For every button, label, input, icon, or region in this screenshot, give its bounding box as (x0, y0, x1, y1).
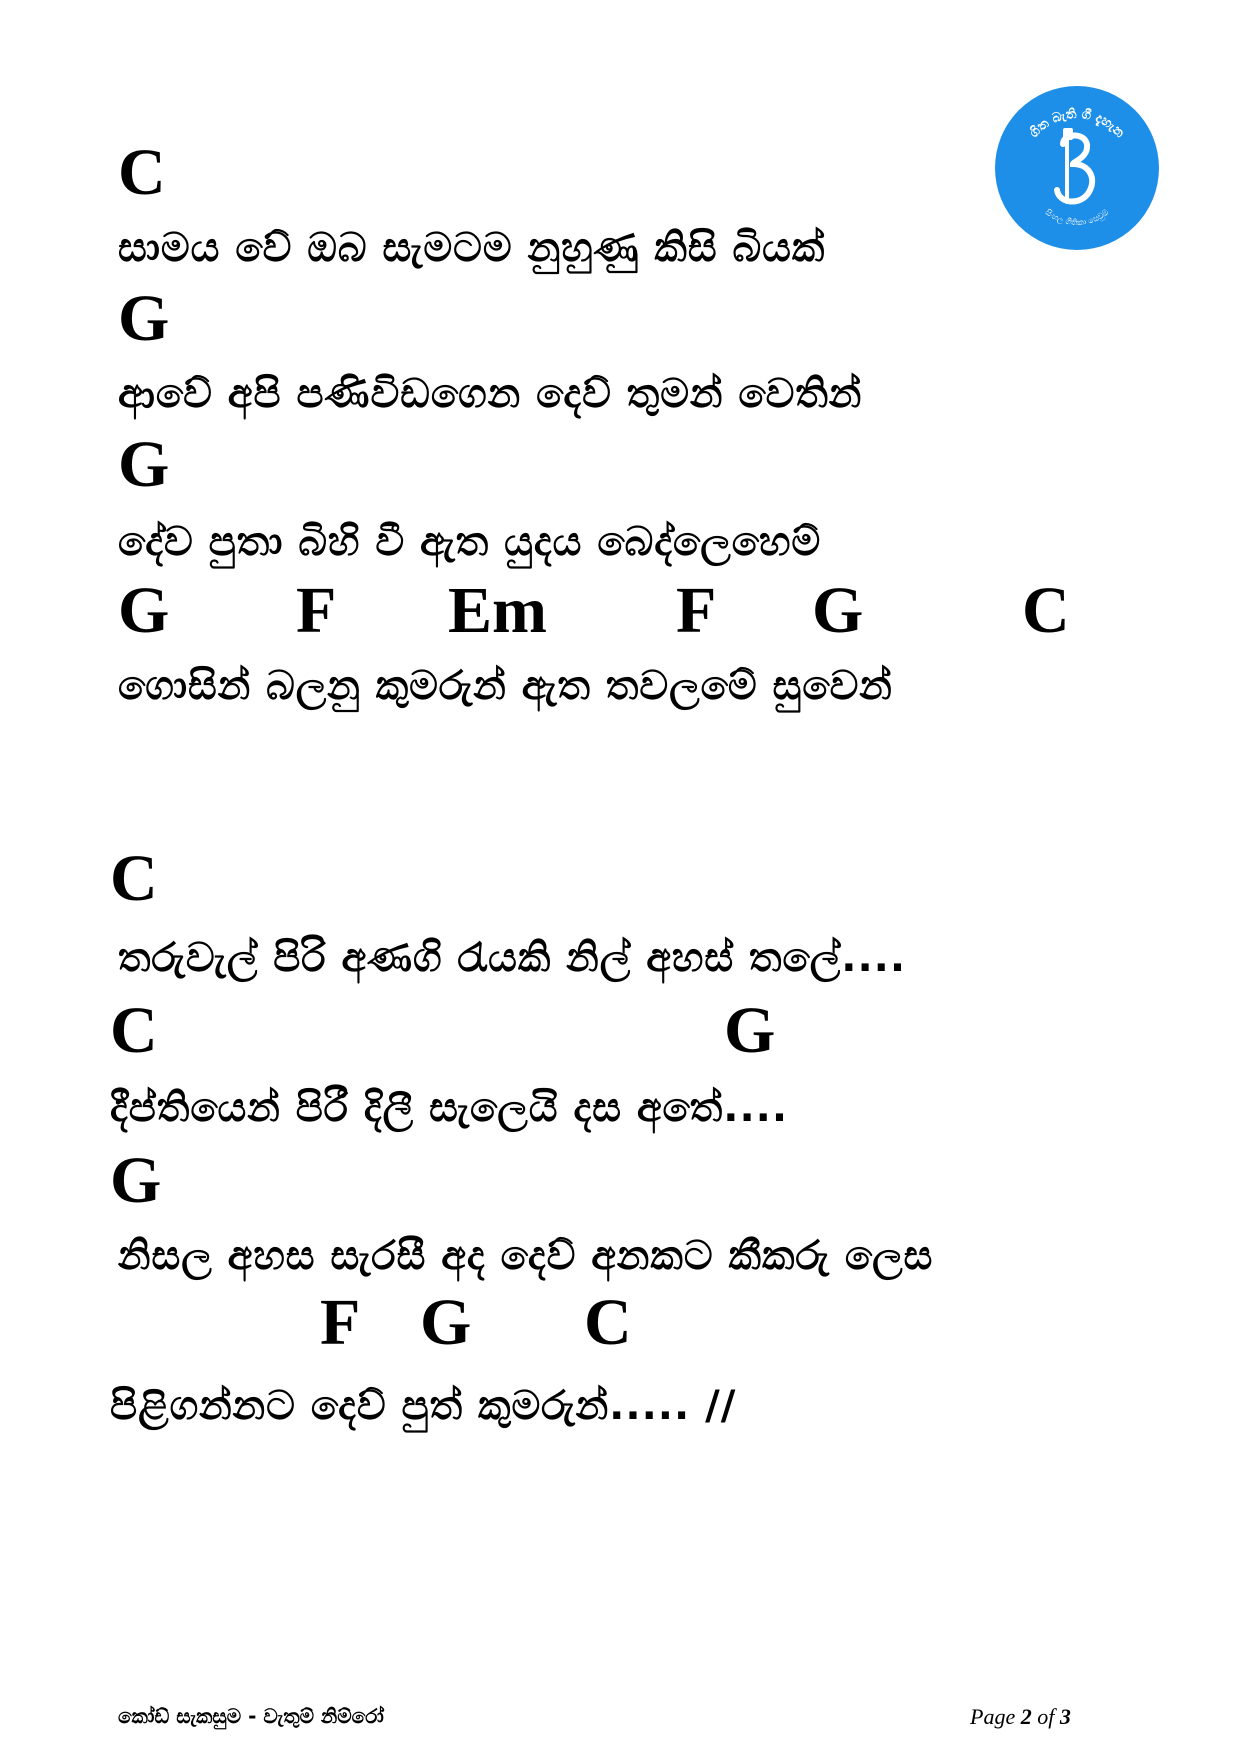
lyric-s2-l3: නිසල අහස සැරසී අද දෙව් අනකට කීකරු ලෙස (118, 1233, 934, 1279)
page-number (970, 1704, 1071, 1730)
page-prefix: Page (970, 1704, 1016, 1729)
page-current: 2 (1020, 1704, 1032, 1729)
page-total: 3 (1059, 1704, 1071, 1729)
chord-s1-l1-c1: C (118, 136, 166, 209)
chord-s2-l4-c2: G (420, 1286, 472, 1359)
chord-s1-l3-c1: G (118, 428, 170, 501)
lyric-s2-l1: තරුවැල් පිරි අණගි රැයකි නිල් අහස් තලේ.... (118, 935, 907, 981)
chord-s1-l4-c3: Em (448, 574, 547, 647)
lyric-s1-l3: දේව පුතා බිහි වී ඇත යුදය බෙද්ලෙහෙම් (118, 519, 822, 565)
logo-top-text: ගිත බැති ගී දැහැන (1026, 106, 1128, 141)
page-of: of (1037, 1704, 1055, 1729)
chord-s1-l2-c1: G (118, 282, 170, 355)
chord-s1-l4-c4: F (676, 574, 717, 647)
chord-s2-l3-c1: G (110, 1144, 162, 1217)
chord-s2-l1-c1: C (110, 842, 158, 915)
site-logo (993, 84, 1161, 252)
chord-s1-l4-c6: C (1022, 574, 1070, 647)
lyric-s1-l1: සාමය වේ ඔබ සැමටම නුහුණු කිසි බියක් (118, 225, 826, 271)
lyric-s2-l4: පිළිගන්නට දෙව් පුත් කුමරුන්..... // (110, 1383, 737, 1429)
chord-s1-l4-c5: G (812, 574, 864, 647)
chord-s2-l4-c3: C (584, 1286, 632, 1359)
arranger-credit: කෝඩ් සැකසුම - වැතුම් නිම්රෝ (118, 1704, 384, 1728)
chord-s2-l2-c2: G (724, 994, 776, 1067)
chord-s2-l4-c1: F (320, 1286, 361, 1359)
chord-s1-l4-c2: F (296, 574, 337, 647)
chord-s1-l4-c1: G (118, 574, 170, 647)
guitar-logo-icon (993, 84, 1161, 252)
lyric-s1-l4: ගොසින් බලනු කුමරුන් ඇත තවලමේ සුවෙන් (118, 663, 893, 709)
lyric-s1-l2: ආවේ අපි පණිවිඩගෙන දෙව් තුමන් වෙතින් (118, 371, 863, 417)
chord-s2-l2-c1: C (110, 994, 158, 1067)
logo-bottom-text: සිංහල ගීතිකා සෙවුම් (1043, 207, 1111, 228)
lyric-s2-l2: දීප්තියෙන් පිරී දිලී සැලෙයි දස අතේ.... (110, 1085, 789, 1131)
